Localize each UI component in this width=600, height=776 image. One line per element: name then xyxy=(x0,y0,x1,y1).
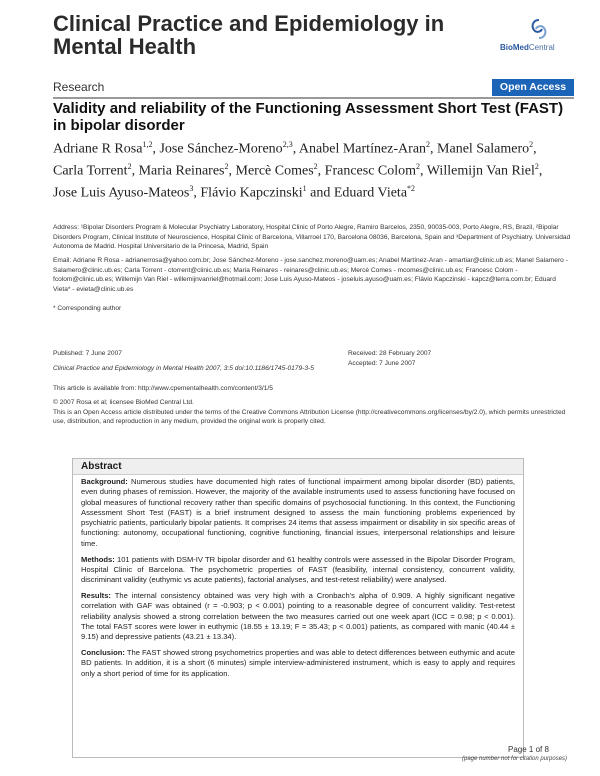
author-affiliation-mark: 2 xyxy=(416,162,421,172)
author-affiliation-mark: 1,2 xyxy=(142,140,153,149)
author-emails: Email: Adriane R Rosa - adrianerrosa@yahoo.com.br; Jose Sánchez-Moreno - jose.sanchez.moreno@uam.es; Anabel Martínez-Aran - amartiar@clinic.ub.es; Manel Salamero - Salamero@clinic.ub.es; Carla Torrent - ctorrent@clinic.ub.es; Maria Reinares - reinares@clinic.ub.es; Mercè Comes - mcomes@clinic.ub.es; Francesc Colom - fcolom@clinic.ub.es; Willemijn Van Riel - willemijnvanriel@hotmail.com; Jose Luis Ayuso-Mateos - joseluis.ayuso@uam.es; Flávio Kapczinski - kapcz@terra.com.br; Eduard Vieta* - evieta@clinic.ub.es xyxy=(53,257,568,293)
biomed-logo-icon xyxy=(528,18,550,40)
author-affiliation-mark: 3 xyxy=(189,184,194,194)
header-divider xyxy=(53,97,574,99)
author-name: Anabel Martínez-Aran xyxy=(298,141,427,157)
author-name: Adriane R Rosa xyxy=(53,141,143,157)
author-name: Manel Salamero xyxy=(437,141,530,157)
author-separator: , xyxy=(317,163,325,179)
affiliation-address: Address: ¹Bipolar Disorders Program & Molecular Psychiatry Laboratory, Hospital Clinic of Porto Alegre, Ramiro Barcelos, 2350, 90035-003, Porto Alegre, RS, Brazil, ²Bipolar Disorders Program, Clinical Institute of Neuroscience, Hospital Clinic of Barcelona, Villarroel 170, Barcelona 08036, Barcelona, Spain and ³Department of Psychiatry. Universidad Autonoma de Madrid. Hospital Universitario de la Princesa, Madrid, Spain xyxy=(53,224,571,251)
author-name: Jose Sánchez-Moreno xyxy=(159,141,283,157)
page-number-note: (page number not for citation purposes) xyxy=(462,756,568,762)
license-info xyxy=(53,398,574,427)
author-separator: , xyxy=(152,141,160,157)
author-name: Jose Luis Ayuso-Mateos xyxy=(53,185,190,201)
abstract-background: Background: Numerous studies have documented high rates of functional impairment among bipolar disorder (BD) patients, even during phases of remission. However, the majority of the available instruments used to assess functioning have focused on global measures of functional recovery rather than specific domains of psychosocial functioning. In this context, the Functioning Assessment Short Test (FAST) is a brief instrument designed to assess the main functioning problems experienced by psychiatric patients, particularly bipolar patients. It comprises 24 items that assess impairment or disability in six specific areas of functioning: autonomy, occupational functioning, cognitive functioning, financial issues, interpersonal relationships and leisure time. xyxy=(81,477,515,548)
author-affiliation-mark: 2 xyxy=(224,162,229,172)
copyright: © 2007 Rosa et al; licensee BioMed Central Ltd. xyxy=(53,399,194,406)
author-affiliation-mark: *2 xyxy=(407,184,416,194)
section-label: Research xyxy=(53,80,105,94)
author-separator: , xyxy=(228,163,236,179)
author-name: Francesc Colom xyxy=(324,163,417,179)
journal-title: Clinical Practice and Epidemiology in Mental Health xyxy=(53,11,445,59)
biomed-central-logo xyxy=(500,18,580,58)
open-access-badge: Open Access xyxy=(492,79,574,96)
author-separator: , xyxy=(292,141,299,157)
author-name: Flávio Kapczinski xyxy=(200,185,303,201)
author-affiliation-mark: 2 xyxy=(313,162,318,172)
accepted-date: Accepted: 7 June 2007 xyxy=(348,359,416,367)
author-list xyxy=(53,136,543,202)
abstract-methods: Methods: 101 patients with DSM-IV TR bipolar disorder and 61 healthy controls were assessed in the Bipolar Disorder Program, Hospital Clinic of Barcelona. The psychometric properties of FAST (feasibility, internal consistency, concurrent validity, discriminant validity (euthymic vs acute patients), factorial analyses, and test-retest reliability) were analysed. xyxy=(81,554,515,585)
author-separator: , xyxy=(533,141,537,157)
author-affiliation-mark: 2 xyxy=(426,140,431,149)
abstract-body xyxy=(81,477,515,684)
author-separator: , xyxy=(193,185,201,201)
author-affiliation-mark: 1 xyxy=(302,184,307,194)
author-name: Willemijn Van Riel xyxy=(426,163,535,179)
published-date: Published: 7 June 2007 xyxy=(53,350,122,357)
article-title: Validity and reliability of the Functioning Assessment Short Test (FAST) in bipolar disorder xyxy=(53,100,564,134)
dates-info xyxy=(348,349,548,368)
page-number: Page 1 of 8 xyxy=(508,745,549,754)
author-separator: , xyxy=(538,163,543,179)
abstract-conclusion: Conclusion: The FAST showed strong psychometrics properties and was able to detect differences between euthymic and acute BD patients. In addition, it is a short (6 minutes) simple interview-administered instrument, which is easy to apply and requires only a short period of time for its application. xyxy=(81,647,515,678)
author-affiliation-mark: 2 xyxy=(127,162,132,172)
author-separator: , xyxy=(430,141,438,157)
abstract-box xyxy=(72,458,524,758)
license-text: This is an Open Access article distributed under the terms of the Creative Commons Attribution License (http://creativecommons.org/licenses/by/2.0), which permits unrestricted use, distribution, and reproduction in any medium, provided the original work is properly cited. xyxy=(53,408,566,426)
author-separator: and xyxy=(306,185,334,201)
author-affiliation-mark: 2 xyxy=(529,140,534,149)
author-separator: , xyxy=(420,163,427,179)
logo-text: BioMedCentral xyxy=(500,43,555,52)
abstract-results: Results: The internal consistency obtained was very high with a Cronbach's alpha of 0.909. A highly significant negative correlation with GAF was obtained (r = -0.903; p < 0.001) pointing to a reasonable degree of concurrent validity. Test-retest reliability analysis showed a strong correlation between the two measures carried out one week apart (ICC = 0.98; p < 0.001). The total FAST scores were lower in euthymic (18.55 ± 13.19; F = 35.43; p < 0.001) patients, as compared with manic (40.44 ± 9.15) and depressive patients (43.21 ± 13.34). xyxy=(81,590,515,642)
abstract-heading: Abstract xyxy=(73,459,523,475)
citation: Clinical Practice and Epidemiology in Mental Health 2007, 3:5 doi:10.1186/1745-0179-3-5 xyxy=(53,364,314,372)
author-name: Maria Reinares xyxy=(138,163,225,179)
author-separator: , xyxy=(131,163,139,179)
author-name: Eduard Vieta xyxy=(333,185,408,201)
article-url[interactable]: This article is available from: http://www.cpementalhealth.com/content/3/1/5 xyxy=(53,385,273,392)
author-name: Mercè Comes xyxy=(235,163,314,179)
publication-info xyxy=(53,349,333,373)
author-affiliation-mark: 2,3 xyxy=(282,140,293,149)
corresponding-author-note: * Corresponding author xyxy=(53,305,122,312)
author-affiliation-mark: 2 xyxy=(534,162,539,172)
received-date: Received: 28 February 2007 xyxy=(348,350,432,357)
author-name: Carla Torrent xyxy=(53,163,128,179)
